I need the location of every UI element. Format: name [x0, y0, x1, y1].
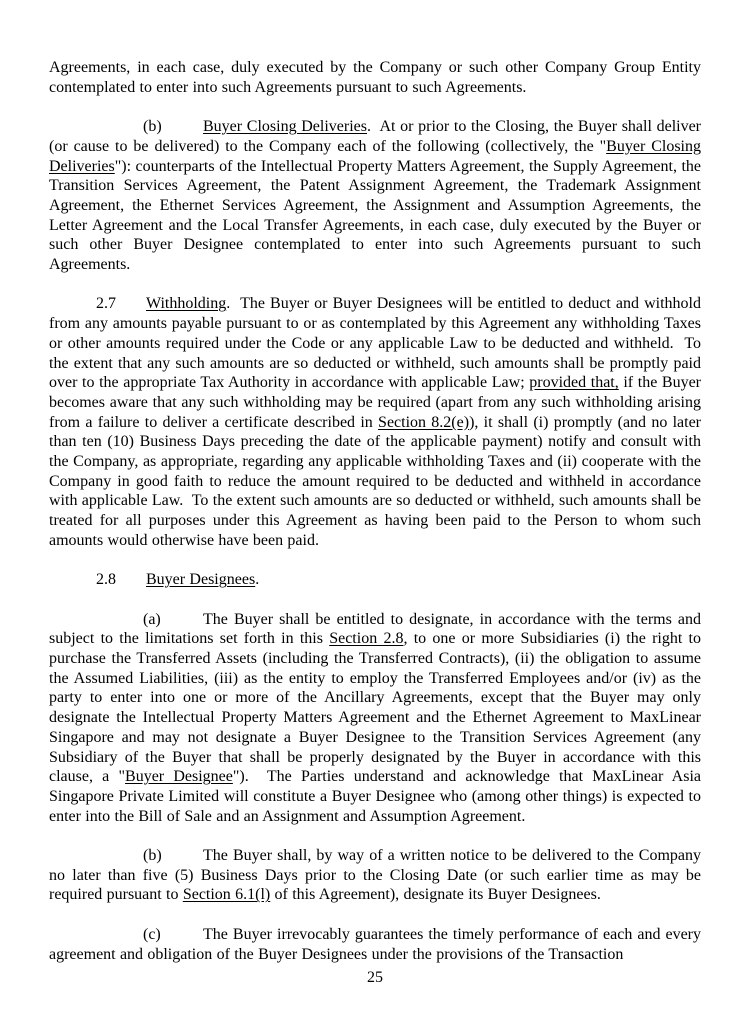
paragraph-label: (b) — [143, 847, 162, 865]
underlined-term: Section 6.1(l) — [182, 886, 271, 904]
body-text: . — [255, 571, 260, 589]
body-text: "). The Parties understand and acknowledge that MaxLinear Asia Singapore Private Limited will constitute a Buyer Designee who (among other things) is expected to enter into the Bill of Sale and an Assignment and Assumption Agreement. — [49, 768, 701, 825]
paragraph-2.7-withholding — [49, 294, 701, 550]
underlined-term: Section 2.8 — [329, 630, 404, 648]
paragraph-2.8b — [49, 846, 701, 905]
underlined-term: Withholding — [146, 295, 227, 313]
body-text: ), it shall (i) promptly (and no later than ten (10) Business Days preceding the date of the applicable payment) notify and consult with the Company, as appropriate, regarding any applicable withholding Taxes and (ii) cooperate with the Company in good faith to reduce the amount required to be deducted and withheld in accordance with applicable Law. To the extent such amounts are so deducted or withheld, such amounts shall be treated for all purposes under this Agreement as having been paid to the Person to whom such amounts would otherwise have been paid. — [49, 413, 702, 549]
body-text: . At or prior to the Closing, the Buyer shall deliver (or cause to be delivered) to the Company each of the following (collectively, the " — [49, 118, 702, 155]
body-text: The Buyer irrevocably guarantees the timely performance of each and every agreement and obligation of the Buyer Designees under the provisions of the Transaction — [49, 925, 701, 963]
underlined-term: Buyer Closing Deliveries — [49, 137, 701, 175]
paragraph-label: (c) — [143, 925, 161, 943]
paragraph-2.8a — [49, 610, 701, 827]
underlined-term: Buyer Designee — [125, 768, 233, 786]
underlined-term: provided that, — [529, 374, 619, 392]
body-text: Agreements, in each case, duly executed by the Company or such other Company Group Entity contemplated to enter into such Agreements pursuant to such Agreements. — [49, 59, 701, 96]
page-number: 25 — [367, 969, 383, 986]
body-text: "): counterparts of the Intellectual Property Matters Agreement, the Supply Agreement, the Transition Services Agreement, the Patent Assignment Agreement, the Trademark Assignment Agreement, the Ethernet Services Agreement, the Assignment and Assumption Agreements, the Letter Agreement and the Local Transfer Agreements, in each case, duly executed by the Buyer or such other Buyer Designee contemplated to enter into such Agreements pursuant to such Agreements. — [49, 157, 701, 274]
paragraph-label: (b) — [143, 118, 162, 136]
body-text: The Buyer shall be entitled to designate, in accordance with the terms and subject to the limitations set forth in this — [49, 610, 701, 648]
paragraph-continuation — [49, 58, 701, 97]
body-text: The Buyer shall, by way of a written notice to be delivered to the Company no later than five (5) Business Days prior to the Closing Date (or such earlier time as may be required pursuant to — [49, 847, 701, 904]
body-text: if the Buyer becomes aware that any such withholding may be required (apart from any such withholding arising from a failure to deliver a certificate described in — [49, 374, 702, 431]
underlined-term: Section 8.2(e) — [378, 413, 470, 431]
paragraph-label: 2.7 — [96, 295, 116, 313]
underlined-term: Buyer Designees — [146, 571, 256, 589]
paragraph-b-buyer-closing-deliveries — [49, 117, 701, 275]
heading-2.8-buyer-designees — [49, 570, 701, 590]
document-body — [49, 58, 701, 964]
body-text: . The Buyer or Buyer Designees will be entitled to deduct and withhold from any amounts payable pursuant to or as contemplated by this Agreement any withholding Taxes or other amounts required under the Code or any applicable Law to be deducted and withheld. To the extent that any such amounts are so deducted or withheld, such amounts shall be promptly paid over to the appropriate Tax Authority in accordance with applicable Law; — [49, 295, 701, 392]
paragraph-label: (a) — [143, 610, 161, 628]
paragraph-label: 2.8 — [96, 571, 116, 589]
paragraph-2.8c — [49, 925, 701, 964]
body-text: of this Agreement), designate its Buyer Designees. — [270, 886, 601, 904]
underlined-term: Buyer Closing Deliveries — [203, 118, 367, 136]
body-text: , to one or more Subsidiaries (i) the right to purchase the Transferred Assets (including the Transferred Contracts), (ii) the obligation to assume the Assumed Liabilities, (iii) as the entity to employ the Transferred Employees and/or (iv) as the party to enter into one or more of the Ancillary Agreements, except that the Buyer may only designate the Intellectual Property Matters Agreement and the Ethernet Agreement to MaxLinear Singapore and may not designate a Buyer Designee to the Transition Services Agreement (any Subsidiary of the Buyer that shall be properly designated by the Buyer in accordance with this clause, a " — [49, 630, 701, 786]
